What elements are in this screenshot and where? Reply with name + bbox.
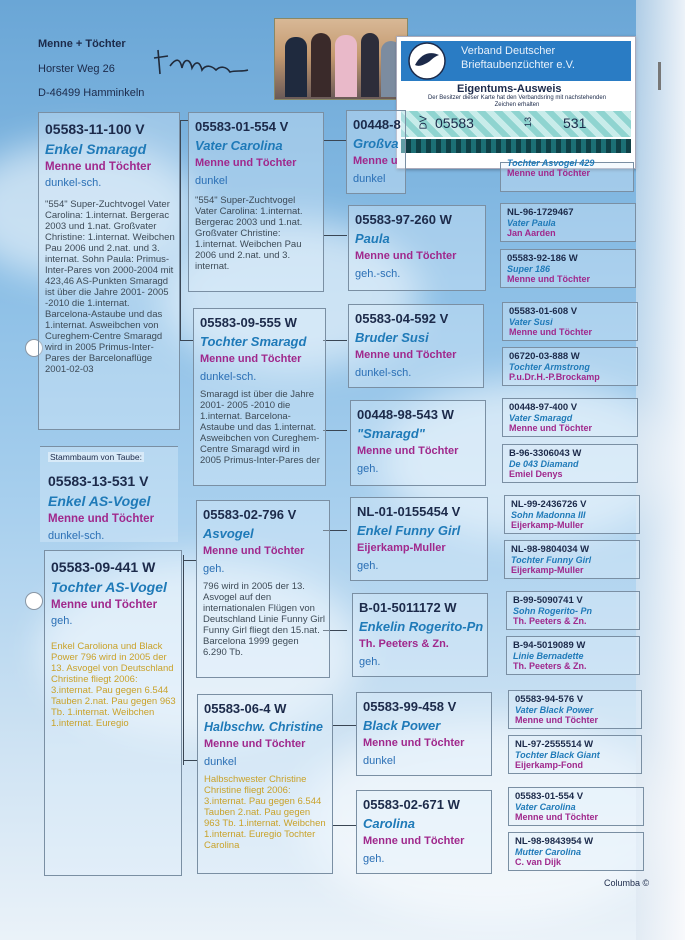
pigeon-name: Black Power: [363, 718, 441, 733]
card-ring-number: 05583: [435, 115, 474, 131]
gen4-pigeon[interactable]: [502, 444, 638, 483]
pigeon-owner: Menne u: [353, 155, 398, 167]
ring-number: B-01-5011172 W: [359, 600, 457, 615]
binder-slot: [658, 62, 661, 90]
pigeon-description: Halbschwester Christine Christine fliegt 2006: 3.internat. Pau gegen 6.544 Tauben 2.nat. Pau gegen 963 Tb. 1.internat. Weibchen 1.internat. Euregio Tochter Carolina: [204, 774, 326, 851]
pigeon-owner: Menne und Töchter: [363, 835, 465, 847]
pigeon-name: Enkelin Rogerito-Pn: [359, 619, 484, 634]
pigeon-name: Mutter Carolina: [515, 847, 582, 857]
pigeon-description: 796 wird in 2005 der 13. Asvogel auf den internationalen Flügen von Deutschland Linie Funny Girl Funny Girl fliegt den 15.nat. Barcelona 1999 gegen 6.290 Tb.: [203, 581, 325, 658]
pigeon-owner: Menne und Töchter: [363, 737, 465, 749]
pigeon-name: Linie Bernadette: [513, 651, 584, 661]
pigeon-owner: Menne und Töchter: [204, 738, 306, 750]
gen4-pigeon[interactable]: [502, 302, 638, 341]
owner-city: D-46499 Hamminkeln: [38, 87, 145, 99]
ring-number: NL-97-2555514 W: [515, 739, 594, 750]
gen3-pigeon[interactable]: [356, 692, 492, 776]
connector: [180, 340, 194, 341]
family-photo: [274, 18, 408, 100]
pigeon-description: "554" Super-Zuchtvogel Vater Carolina: 1.internat. Bergerac 2003 und 1.nat. Großvater Christine: 1.internat. Weibchen Pau 2006 und 2.nat. und 3. internat. Sohn Paula: Primus-Inter-Pares von 2000-2004 mit 423,46 AS-Punkten Smaragd ist über die Jahre 2001- 2005 -2010 die 1.internat. Barcelona-Astaube und das 1.internat. Asweibchen von Cureghem-Centre Smaragd wird in 2005 Primus-Inter-Pares der Barcelonaflüge 2001-02-03: [45, 199, 175, 375]
pigeon-owner: Menne und Töchter: [509, 327, 592, 337]
connector: [183, 760, 197, 761]
pigeon-owner: Menne und Töchter: [357, 445, 459, 457]
pigeon-name: Tochter AS-Vogel: [51, 579, 167, 595]
pigeon-name: Großva: [353, 136, 399, 151]
ring-number: 05583-01-554 V: [515, 791, 584, 802]
gen4-pigeon[interactable]: [504, 495, 640, 534]
ring-number: 05583-09-441 W: [51, 559, 156, 575]
connector: [333, 825, 357, 826]
pigeon-owner: P.u.Dr.H.-P.Brockamp: [509, 372, 600, 382]
ring-number: 05583-94-576 V: [515, 694, 584, 705]
ring-number: 05583-01-608 V: [509, 306, 578, 317]
card-org-line1: Verband Deutscher: [461, 45, 556, 57]
copyright-footer: Columba ©: [604, 878, 650, 888]
pigeon-name: Carolina: [363, 816, 416, 831]
ring-number: 05583-01-554 V: [195, 119, 289, 134]
card-ring-serial: 531: [563, 115, 587, 131]
pigeon-owner: Menne und Töchter: [48, 513, 155, 525]
pigeon-color: dunkel: [353, 173, 386, 185]
ring-number: B-94-5019089 W: [513, 640, 586, 651]
ring-number: NL-99-2436726 V: [511, 499, 587, 510]
pigeon-owner: Menne und Töchter: [355, 349, 457, 361]
pigeon-owner: C. van Dijk: [515, 857, 562, 867]
gen3-pigeon[interactable]: [350, 400, 486, 486]
pigeon-name: Tochter Smaragd: [200, 334, 307, 349]
owner-street: Horster Weg 26: [38, 63, 115, 75]
pigeon-description: Smaragd ist über die Jahre 2001- 2005 -2010 die 1.internat. Barcelona-Astaube und das 1.internat. Asweibchen von Cureghem-Centre Smaragd wird in 2005 Primus-Inter-Pares der: [200, 389, 320, 466]
connector: [183, 555, 184, 765]
ring-number: 06720-03-888 W: [509, 351, 580, 362]
card-text: Der Besitzer dieser Karte hat den Verbandsring mit nachstehenden Zeichen erhalten: [427, 95, 607, 108]
gen3-pigeon[interactable]: [350, 497, 488, 581]
pigeon-color: geh.: [357, 463, 379, 475]
ring-number: 05583-13-531 V: [48, 473, 149, 489]
dove-logo-icon: [405, 41, 449, 81]
pigeon-owner: Menne und Töchter: [507, 274, 590, 284]
pigeon-name: Enkel Funny Girl: [357, 523, 461, 538]
pigeon-name: Asvogel: [203, 526, 254, 541]
pigeon-description: Enkel Caroliona und Black Power 796 wird in 2005 der 13. Asvogel von Deutschland Christine fliegt 2006: 3.internat. Pau gegen 6.544 Tauben 2.nat. Pau gegen 963 Tb. 1.internat. Weibchen 1.internat. Euregio: [51, 641, 176, 729]
ring-ownership-card: [396, 36, 636, 169]
pigeon-owner: Th. Peeters & Zn.: [513, 661, 587, 671]
ring-number: NL-98-9843954 W: [515, 836, 594, 847]
pigeon-name: Tochter Funny Girl: [511, 555, 592, 565]
gen4-pigeon[interactable]: [500, 203, 636, 242]
father-pigeon[interactable]: [38, 112, 180, 430]
gen3-pigeon[interactable]: [348, 304, 484, 388]
ring-number: 05583-97-260 W: [355, 212, 452, 227]
pigeon-name: Vater Carolina: [195, 138, 283, 153]
pigeon-name: Vater Smaragd: [509, 413, 573, 423]
subject-pigeon[interactable]: [40, 446, 178, 542]
pigeon-owner: Emiel Denys: [509, 469, 563, 479]
pigeon-color: geh.: [359, 656, 381, 668]
connector: [323, 140, 347, 141]
pigeon-color: geh.: [363, 853, 385, 865]
pigeon-owner: Jan Aarden: [507, 228, 556, 238]
pigeon-color: dunkel: [363, 755, 396, 767]
ring-number: 05583-11-100 V: [45, 121, 145, 137]
ring-number: 05583-92-186 W: [507, 253, 578, 264]
gen2-pigeon[interactable]: [197, 694, 333, 874]
ring-number: 05583-04-592 V: [355, 311, 449, 326]
pigeon-owner: Eijerkamp-Fond: [515, 760, 584, 770]
card-side: DV: [418, 115, 430, 130]
pigeon-name: Super 186: [507, 264, 551, 274]
pigeon-owner: Menne und Töchter: [200, 353, 302, 365]
gen4-pigeon[interactable]: [502, 347, 638, 386]
pigeon-name: Vater Paula: [507, 218, 556, 228]
pigeon-name: Halbschw. Christine: [204, 720, 324, 734]
pigeon-color: dunkel-sch.: [48, 530, 105, 542]
gen3-pigeon[interactable]: [352, 593, 488, 677]
ring-number: 05583-02-796 V: [203, 507, 297, 522]
pigeon-color: dunkel-sch.: [200, 371, 257, 383]
gen4-pigeon[interactable]: [508, 735, 642, 774]
gen4-pigeon[interactable]: [502, 398, 638, 437]
pigeon-color: geh.: [51, 615, 73, 627]
signature: [152, 44, 270, 80]
gen3-pigeon[interactable]: [346, 110, 406, 194]
card-title: Eigentums-Ausweis: [457, 83, 562, 95]
pigeon-name: De 043 Diamand: [509, 459, 579, 469]
pigeon-name: Paula: [355, 231, 390, 246]
pigeon-name: Tochter Asvogel 429: [507, 158, 595, 168]
pigeon-owner: Menne und Töchter: [45, 161, 152, 173]
gen4-pigeon[interactable]: [500, 249, 636, 288]
pigeon-owner: Menne und Töchter: [355, 250, 457, 262]
punch-hole: [25, 592, 43, 610]
pigeon-owner: Th. Peeters & Zn.: [513, 616, 587, 626]
pigeon-owner: Menne und Töchter: [195, 157, 297, 169]
gen3-pigeon[interactable]: [348, 205, 486, 291]
card-org-line2: Brieftaubenzüchter e.V.: [461, 59, 575, 71]
gen3-pigeon[interactable]: [356, 790, 492, 874]
gen4-pigeon[interactable]: [508, 832, 644, 871]
pigeon-name: Vater Susi: [509, 317, 553, 327]
gen4-pigeon[interactable]: [506, 636, 640, 675]
gen2-pigeon[interactable]: [193, 308, 326, 486]
ring-number: 00448-98-543 W: [357, 407, 454, 422]
pigeon-owner: Menne und Töchter: [203, 545, 305, 557]
pigeon-name: Sohn Rogerito- Pn: [513, 606, 592, 616]
gen4-pigeon[interactable]: [508, 690, 642, 729]
pigeon-owner: Eijerkamp-Muller: [511, 520, 584, 530]
connector: [323, 340, 347, 341]
card-ring-year: 13: [523, 116, 534, 128]
ring-number: 00448-8: [353, 117, 401, 132]
ring-number: 05583-99-458 V: [363, 699, 457, 714]
pigeon-name: Vater Black Power: [515, 705, 594, 715]
pigeon-owner: Eijerkamp-Muller: [511, 565, 584, 575]
ring-number: 00448-97-400 V: [509, 402, 578, 413]
pigeon-owner: Menne und Töchter: [509, 423, 592, 433]
gen4-pigeon[interactable]: [508, 787, 644, 826]
pigeon-color: dunkel: [204, 756, 237, 768]
ring-number: 05583-09-555 W: [200, 315, 297, 330]
pigeon-owner: Menne und Töchter: [51, 599, 158, 611]
connector: [180, 120, 181, 340]
pigeon-owner: Eijerkamp-Muller: [357, 542, 446, 554]
pigeon-color: geh.: [203, 563, 225, 575]
pigeon-color: geh.: [357, 560, 379, 572]
pigeon-name: Enkel Smaragd: [45, 141, 147, 157]
mother-pigeon[interactable]: [44, 550, 182, 876]
pigeon-color: dunkel-sch.: [45, 177, 102, 189]
pigeon-owner: Menne und Töchter: [515, 715, 598, 725]
owner-name: Menne + Töchter: [38, 38, 126, 50]
ring-number: B-99-5090741 V: [513, 595, 583, 606]
connector: [323, 235, 347, 236]
pigeon-color: dunkel: [195, 175, 228, 187]
tree-label: Stammbaum von Taube:: [50, 452, 142, 462]
gen2-pigeon[interactable]: [188, 112, 324, 292]
pigeon-color: dunkel-sch.: [355, 367, 412, 379]
pigeon-name: Tochter Armstrong: [509, 362, 590, 372]
ring-number: 05583-02-671 W: [363, 797, 460, 812]
connector: [183, 560, 197, 561]
gen4-pigeon[interactable]: [504, 540, 640, 579]
ring-number: NL-01-0155454 V: [357, 504, 461, 519]
pigeon-name: Vater Carolina: [515, 802, 576, 812]
ring-number: NL-96-1729467: [507, 207, 574, 218]
gen4-pigeon[interactable]: [500, 158, 634, 192]
pigeon-name: Tochter Black Giant: [515, 750, 600, 760]
pigeon-name: Enkel AS-Vogel: [48, 493, 151, 509]
ring-number: B-96-3306043 W: [509, 448, 582, 459]
pigeon-name: Bruder Susi: [355, 330, 429, 345]
gen4-pigeon[interactable]: [506, 591, 640, 630]
connector: [180, 120, 188, 121]
pigeon-owner: Menne und Töchter: [515, 812, 598, 822]
connector: [333, 725, 357, 726]
gen2-pigeon[interactable]: [196, 500, 330, 678]
pigeon-owner: Menne und Töchter: [507, 168, 590, 178]
pigeon-description: "554" Super-Zuchtvogel Vater Carolina: 1.internat. Bergerac 2003 und 1.nat. Großvater Christine: 1.internat. Weibchen Pau 2006 und 2.nat. und 3. internat.: [195, 195, 303, 272]
pigeon-color: geh.-sch.: [355, 268, 401, 280]
connector: [323, 430, 347, 431]
ring-number: 05583-06-4 W: [204, 701, 287, 716]
ring-number: NL-98-9804034 W: [511, 544, 590, 555]
pigeon-owner: Th. Peeters & Zn.: [359, 638, 449, 650]
pigeon-name: Sohn Madonna III: [511, 510, 586, 520]
pigeon-name: "Smaragd": [357, 426, 425, 441]
